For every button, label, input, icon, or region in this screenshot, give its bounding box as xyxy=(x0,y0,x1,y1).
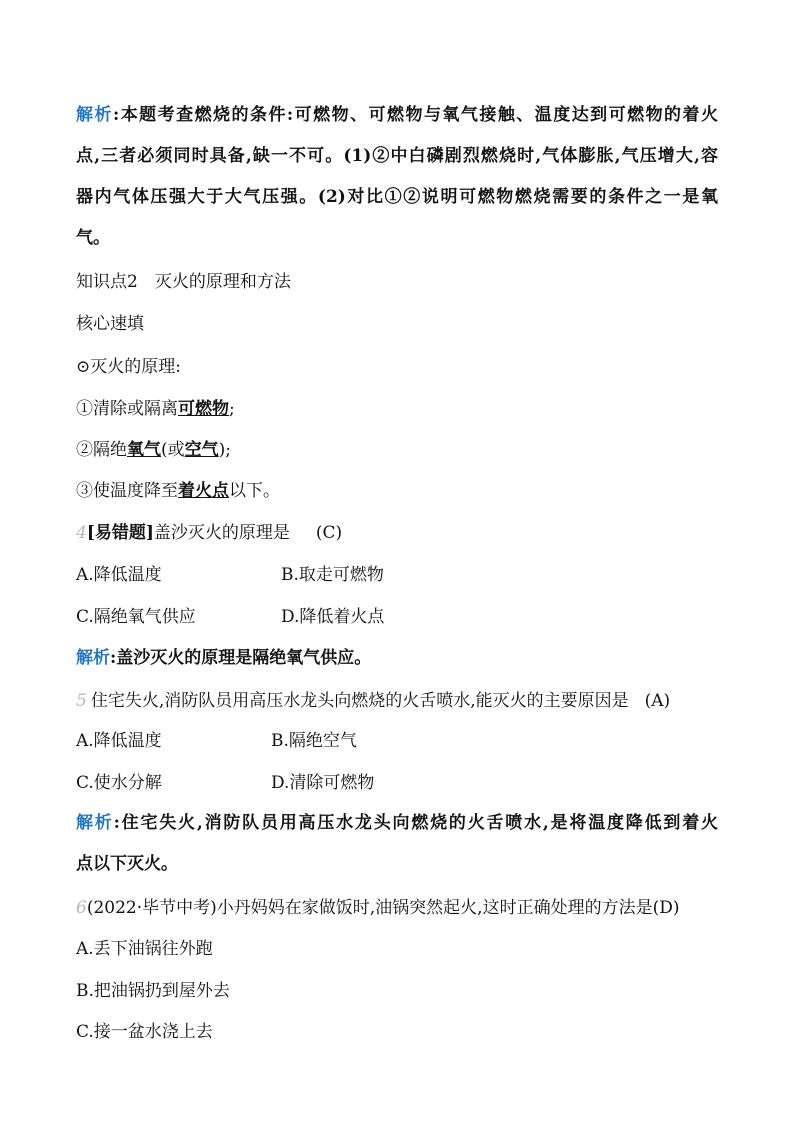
section-heading: 知识点2 灭火的原理和方法 xyxy=(76,272,291,292)
item-text: ); xyxy=(218,440,232,460)
question-number: 6 xyxy=(76,898,87,918)
item-text: ②隔绝 xyxy=(76,440,127,460)
item-answer: 氧气 xyxy=(127,440,161,460)
item-text: ①清除或隔离 xyxy=(76,399,178,419)
option-a: A.降低温度 xyxy=(76,731,162,751)
option-b: B.把油锅扔到屋外去 xyxy=(76,981,230,1001)
option-d: D.降低着火点 xyxy=(281,607,385,627)
option-b: B.取走可燃物 xyxy=(281,565,384,585)
question-6 xyxy=(76,896,679,920)
question-tag: [易错题] xyxy=(86,523,154,543)
analysis-text: 点,三者必须同时具备,缺一不可。(1)②中白磷剧烈燃烧时,气体膨胀,气压增大,容 xyxy=(76,146,718,166)
analysis-line xyxy=(76,144,718,168)
item-answer: 可燃物 xyxy=(178,399,229,419)
question-number: 5 xyxy=(76,691,87,711)
question-stem: 盖沙灭火的原理是 xyxy=(153,523,290,543)
option-c: C.隔绝氧气供应 xyxy=(76,607,196,627)
option-a: A.降低温度 xyxy=(76,565,162,585)
question-number: 4 xyxy=(76,523,87,543)
item-text: (或 xyxy=(161,440,185,460)
analysis-label: 解析 xyxy=(76,813,114,833)
analysis-line xyxy=(76,646,371,670)
analysis-line xyxy=(76,103,718,127)
question-answer: (D) xyxy=(652,898,680,918)
item-text: 以下。 xyxy=(229,481,280,501)
analysis-text: :住宅失火,消防队员用高压水龙头向燃烧的火舌喷水,是将温度降低到着火 xyxy=(113,813,718,833)
analysis-text: :本题考查燃烧的条件:可燃物、可燃物与氧气接触、温度达到可燃物的着火 xyxy=(112,105,719,125)
analysis-text: 点以下灭火。 xyxy=(76,854,178,874)
question-stem: 住宅失火,消防队员用高压水龙头向燃烧的火舌喷水,能灭火的主要原因是 xyxy=(90,691,629,711)
option-c: C.使水分解 xyxy=(76,773,162,793)
question-stem: (2022·毕节中考)小丹妈妈在家做饭时,油锅突然起火,这时正确处理的方法是 xyxy=(86,898,653,918)
analysis-text: 气。 xyxy=(76,228,110,248)
analysis-line xyxy=(76,185,718,209)
item-answer: 空气 xyxy=(184,440,219,460)
question-5 xyxy=(76,689,670,713)
item-text: ③使温度降至 xyxy=(76,481,178,501)
analysis-text: 器内气体压强大于大气压强。(2)对比①②说明可燃物燃烧需要的条件之一是氧 xyxy=(76,187,718,207)
item-text: ; xyxy=(229,399,235,419)
analysis-line xyxy=(76,226,110,250)
option-c: C.接一盆水浇上去 xyxy=(76,1022,213,1042)
principle-title: ⊙灭火的原理: xyxy=(76,357,181,377)
question-answer: (C) xyxy=(315,523,343,543)
option-a: A.丢下油锅往外跑 xyxy=(76,939,213,959)
item-answer: 着火点 xyxy=(178,481,229,501)
principle-item xyxy=(76,479,280,503)
section-subheading: 核心速填 xyxy=(76,314,144,334)
question-answer: (A) xyxy=(644,691,671,711)
analysis-line xyxy=(76,811,718,835)
analysis-line xyxy=(76,852,178,876)
analysis-label: 解析 xyxy=(76,105,113,125)
option-b: B.隔绝空气 xyxy=(271,731,357,751)
analysis-label: 解析 xyxy=(76,648,110,668)
option-d: D.清除可燃物 xyxy=(271,773,375,793)
question-4 xyxy=(76,521,342,545)
analysis-text: :盖沙灭火的原理是隔绝氧气供应。 xyxy=(110,648,372,668)
principle-item xyxy=(76,438,231,462)
principle-item xyxy=(76,397,235,421)
